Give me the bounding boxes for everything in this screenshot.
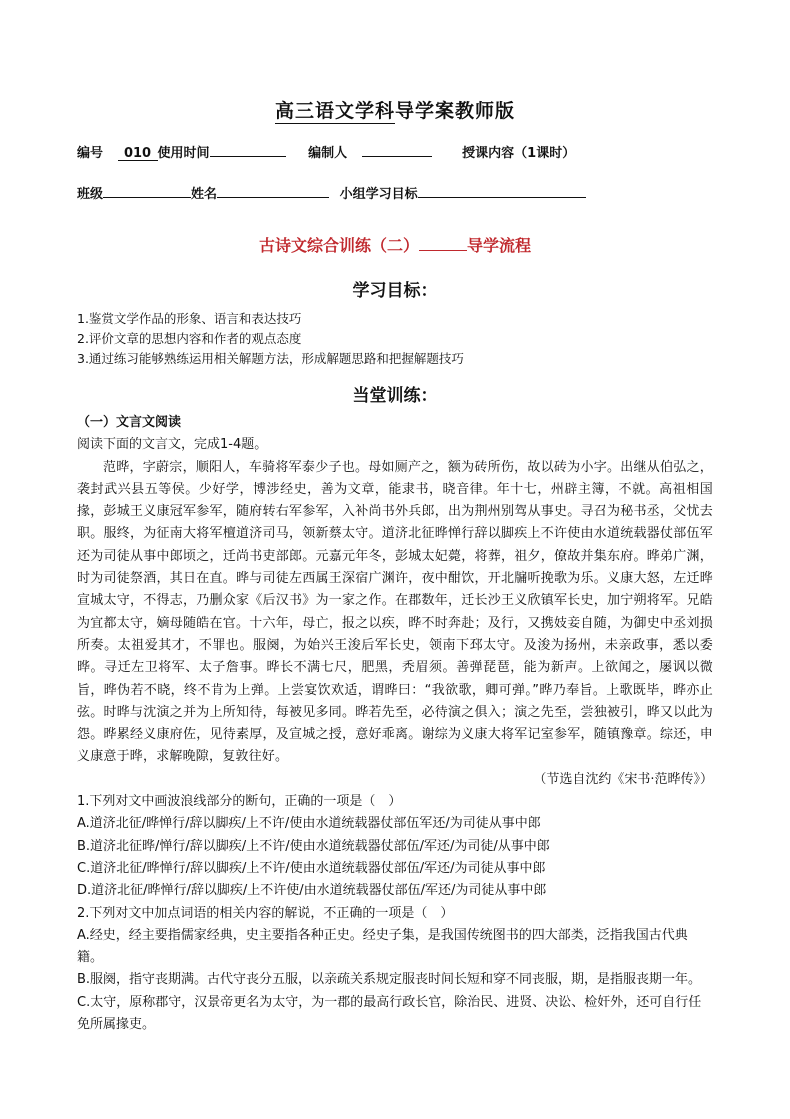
reading-instruction: 阅读下面的文言文，完成1-4题。 [77,437,268,453]
editor-label: 编制人 [308,146,348,161]
section-title-blank [419,236,467,251]
question-1-option-b: B.道济北征晔/惮行/辞以脚疾/上不许/使由水道统载器仗部伍/军还/为司徒/从事中郎 [77,838,550,854]
goal-item: 1.鉴赏文学作品的形象、语言和表达技巧 [77,311,302,326]
name-label: 姓名 [191,187,218,202]
class-label: 班级 [77,187,104,202]
content-label: 授课内容（1课时） [462,146,576,161]
section-title [0,233,790,256]
training-heading: 当堂训练： [352,386,438,406]
question-1-option-c: C.道济北征/晔惮行/辞以脚疾/上不许/使由水道统载器仗部伍/军还/为司徒从事中郎 [77,860,546,876]
goal-item: 2.评价文章的思想内容和作者的观点态度 [77,331,302,346]
question-2-stem: 2.下列对文中加点词语的相关内容的解说，不正确的一项是（ ） [77,905,454,921]
reading-section [77,412,713,1036]
question-1-option-a: A.道济北征/晔惮行/辞以脚疾/上不许/使由水道统载器仗部伍军还/为司徒从事中郎 [77,816,541,832]
name-blank [217,183,329,198]
number-value: 010 [118,146,158,161]
section-title-right: 导学流程 [467,236,532,255]
question-2-option-b: B.服阕，指守丧期满。古代守丧分五服，以亲疏关系规定服丧时间长短和穿不同丧服，期，是指服丧期一年。 [77,972,702,988]
editor-blank [362,142,432,157]
part-title: （一）文言文阅读 [77,415,182,430]
title-rest: 导学案教师版 [395,100,516,122]
question-2-option-a: A.经史，经主要指儒家经典，史主要指各种正史。经史子集，是我国传统图书的四大部类，泛指我国古代典籍。 [77,927,688,966]
goals-list [77,309,464,369]
number-label: 编号 [77,146,104,161]
question-2-option-c: C.太守，原称郡守，汉景帝更名为太守，为一郡的最高行政长官，除治民、进贤、决讼、检奸外，还可自行任免所属掾吏。 [77,994,702,1033]
goals-heading: 学习目标： [352,281,438,301]
info-row-2 [77,183,586,202]
question-1-option-d: D.道济北征/晔惮行/辞以脚疾/上不许使/由水道统载器仗部伍/军还/为司徒从事中郎 [77,883,547,899]
group-goal-blank [418,183,586,198]
section-title-left: 古诗文综合训练（二） [258,236,419,255]
classical-passage: 范晔，字蔚宗，顺阳人，车骑将军泰少子也。母如厕产之，额为砖所伤，故以砖为小字。出继从伯弘之，袭封武兴县五等侯。少好学，博涉经史，善为文章，能隶书，晓音律。年十七，州辟主簿，不就。高祖相国掾，彭城王义康冠军参军，随府转右军参军，入补尚书外兵郎，出为荆州别驾从事史。寻召为秘书丞，父忧去职。服终，为征南大将军檀道济司马，领新蔡太守。道济北征晔惮行辞以脚疾上不许使由水道统载器仗部伍军还为司徒从事中郎顷之，迁尚书吏部郎。元嘉元年冬，彭城太妃薨，将葬，祖夕，僚故并集东府。晔弟广渊，时为司徒祭酒，其日在直。晔与司徒左西属王深宿广渊许，夜中酣饮，开北牖听挽歌为乐。义康大怒，左迁晔宣城太守，不得志，乃删众家《后汉书》为一家之作。在郡数年，迁长沙王义欣镇军长史，加宁朔将军。兄皓为宜都太守，嫡母随皓在官。十六年，母亡，报之以疾，晔不时奔赴；及行，又携妓妾自随，为御史中丞刘损所奏。太祖爱其才，不罪也。服阕，为始兴王浚后军长史，领南下邳太守。及浚为扬州，未亲政事，悉以委晔。寻迁左卫将军、太子詹事。晔长不满七尺，肥黑，秃眉须。善弹琵琶，能为新声。上欲闻之，屡讽以微旨，晔伪若不晓，终不肯为上弹。上尝宴饮欢适，谓晔曰：“我欲歌，卿可弹。”晔乃奉旨。上歌既毕，晔亦止弦。时晔与沈演之并为上所知待，每被见多同。晔若先至，必待演之俱入；演之先至，尝独被引，晔又以此为怨。晔累经义康府佐，见待素厚，及宣城之授，意好乖离。谢综为义康大将军记室参军，随镇豫章。综还，申义康意于晔，求解晚隙，复敦往好。 [77,459,713,765]
title-subject: 高三语文学科 [274,100,395,122]
group-goal-label: 小组学习目标 [339,187,418,202]
passage-source: （节选自沈约《宋书·范晔传》） [533,771,713,787]
goal-item: 3.通过练习能够熟练运用相关解题方法，形成解题思路和把握解题技巧 [77,351,464,366]
time-label: 使用时间 [157,146,210,161]
question-1-stem: 1.下列对文中画波浪线部分的断句，正确的一项是（ ） [77,794,402,810]
info-row-1 [77,142,575,161]
page-title [0,96,790,123]
class-blank [103,183,191,198]
time-blank [210,142,286,157]
